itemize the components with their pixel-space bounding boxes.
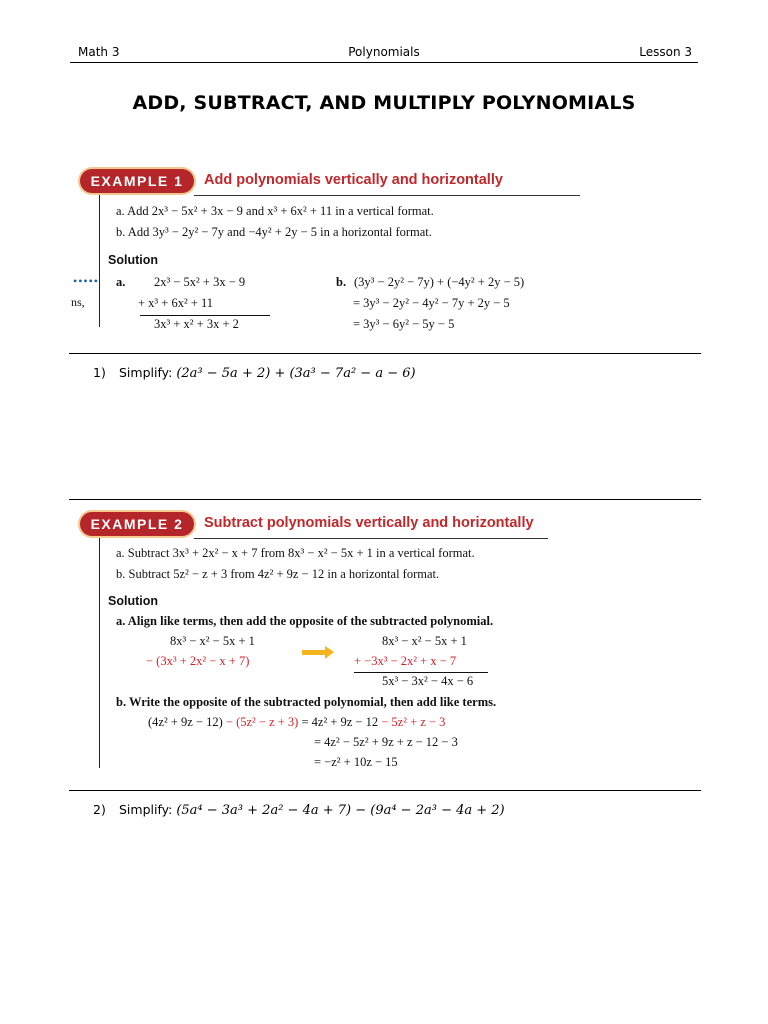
b-minuend: (4z² + 9z − 12) <box>148 715 223 729</box>
example-1-header <box>70 169 580 195</box>
question-1-prompt: Simplify: <box>118 365 173 380</box>
course-label: Math 3 <box>78 45 120 59</box>
example-2-b-line-1 <box>148 715 445 730</box>
lesson-label: Lesson 3 <box>639 45 692 59</box>
margin-text: ns, <box>71 295 85 309</box>
example-1-task-a: a. Add 2x³ − 5x² + 3x − 9 and x³ + 6x² + 11 in a vertical format. <box>116 204 434 218</box>
example-2-task-a: a. Subtract 3x³ + 2x² − x + 7 from 8x³ − x² − 5x + 1 in a vertical format. <box>116 546 475 560</box>
right-arrow-icon <box>302 650 326 655</box>
example-2-a-sum-rule <box>354 672 488 673</box>
example-2-a-left-1: 8x³ − x² − 5x + 1 <box>170 634 255 648</box>
example-2-task-b: b. Subtract 5z² − z + 3 from 4z² + 9z − 12 in a horizontal format. <box>116 567 440 581</box>
example-2-heading-rule <box>194 538 548 539</box>
example-1-part-a-label: a. <box>116 275 126 289</box>
example-2-heading: Subtract polynomials vertically and horizontally <box>204 515 534 531</box>
question-2-expression: (5a⁴ − 3a³ + 2a² − 4a + 7) − (9a⁴ − 2a³ − 4a + 2) <box>176 803 505 818</box>
example-2 <box>70 512 580 774</box>
example-1-a-line-2: + x³ + 6x² + 11 <box>138 296 214 310</box>
b-rewrite: = 4z² + 9z − 12 <box>301 715 379 729</box>
question-2-number: 2) <box>93 802 106 817</box>
example-1-b-line-1: (3y³ − 2y² − 7y) + (−4y² + 2y − 5) <box>354 275 525 289</box>
example-2-a-right-3: 5x³ − 3x² − 4x − 6 <box>382 674 474 688</box>
example-1-a-sum-rule <box>140 315 270 316</box>
section-divider-2 <box>69 499 701 500</box>
example-2-header <box>70 512 580 538</box>
example-2-badge: EXAMPLE 2 <box>80 512 194 536</box>
example-2-b-line-2: = 4z² − 5z² + 9z + z − 12 − 3 <box>314 735 458 749</box>
question-1-expression: (2a³ − 5a + 2) + (3a³ − 7a² − a − 6) <box>176 366 416 381</box>
example-1-a-line-3: 3x³ + x² + 3x + 2 <box>154 317 239 331</box>
example-1-a-line-1: 2x³ − 5x² + 3x − 9 <box>154 275 246 289</box>
example-2-a-left-2: − (3x³ + 2x² − x + 7) <box>146 654 250 668</box>
example-2-margin-bar <box>99 538 100 768</box>
example-1-b-line-3: = 3y³ − 6y² − 5y − 5 <box>353 317 455 331</box>
example-1-task-b: b. Add 3y³ − 2y² − 7y and −4y² + 2y − 5 in a horizontal format. <box>116 225 432 239</box>
page-header <box>70 44 698 63</box>
page-title: ADD, SUBTRACT, AND MULTIPLY POLYNOMIALS <box>132 92 636 114</box>
section-divider-3 <box>69 790 701 791</box>
example-1-b-line-2: = 3y³ − 2y² − 4y² − 7y + 2y − 5 <box>353 296 510 310</box>
example-2-solution-label: Solution <box>108 594 158 608</box>
example-1-badge: EXAMPLE 1 <box>80 169 194 193</box>
question-2-prompt: Simplify: <box>118 802 173 817</box>
example-1-solution-label: Solution <box>108 253 158 267</box>
question-1-number: 1) <box>93 365 106 380</box>
unit-label: Polynomials <box>348 45 420 59</box>
example-1-heading-rule <box>194 195 580 196</box>
example-2-a-text: a. Align like terms, then add the opposite of the subtracted polynomial. <box>116 614 494 628</box>
example-2-b-text: b. Write the opposite of the subtracted polynomial, then add like terms. <box>116 695 497 709</box>
b-opposite: − 5z² + z − 3 <box>381 715 446 729</box>
margin-dots: ••••• <box>73 274 100 288</box>
example-1-heading: Add polynomials vertically and horizontally <box>204 172 503 188</box>
example-2-a-right-1: 8x³ − x² − 5x + 1 <box>382 634 467 648</box>
example-1-part-b-label: b. <box>336 275 347 289</box>
question-2 <box>93 802 505 818</box>
question-1 <box>93 365 416 381</box>
example-1-margin-bar <box>99 195 100 327</box>
example-2-a-right-2: + −3x³ − 2x² + x − 7 <box>354 654 457 668</box>
example-1 <box>70 169 580 351</box>
b-subtrahend: − (5z² − z + 3) <box>225 715 299 729</box>
section-divider-1 <box>69 353 701 354</box>
example-2-b-line-3: = −z² + 10z − 15 <box>314 755 398 769</box>
